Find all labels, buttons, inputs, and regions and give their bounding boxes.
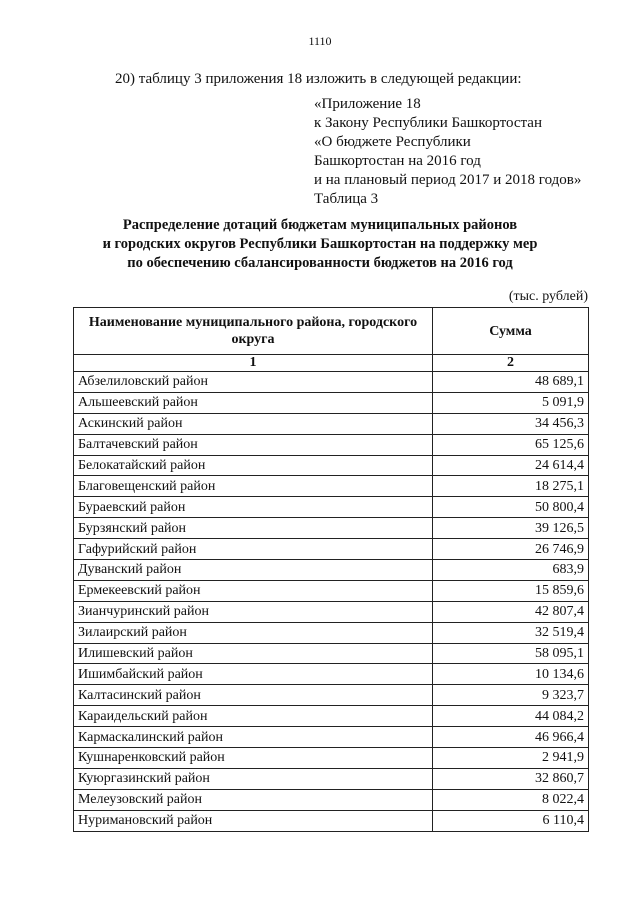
appendix-line: «О бюджете Республики — [314, 134, 471, 150]
table-row — [74, 497, 589, 518]
table-row — [74, 392, 589, 413]
appendix-line: к Закону Республики Башкортостан — [314, 115, 542, 131]
table-row — [74, 706, 589, 727]
amount-cell: 5 091,9 — [433, 392, 589, 413]
table-row — [74, 434, 589, 455]
district-name-cell: Ермекеевский район — [74, 580, 433, 601]
page-number: 1110 — [308, 34, 332, 48]
district-name-cell: Кармаскалинский район — [74, 727, 433, 748]
table-row — [74, 768, 589, 789]
table-row — [74, 413, 589, 434]
district-name-cell: Зилаирский район — [74, 622, 433, 643]
district-name-cell: Караидельский район — [74, 706, 433, 727]
district-name-cell: Гафурийский район — [74, 539, 433, 560]
district-name-cell: Кушнаренковский район — [74, 748, 433, 769]
table-row — [74, 748, 589, 769]
amount-cell: 26 746,9 — [433, 539, 589, 560]
table-heading — [0, 216, 640, 273]
district-name-cell: Дуванский район — [74, 560, 433, 581]
amount-cell: 683,9 — [433, 560, 589, 581]
table-row — [74, 372, 589, 393]
table-row — [74, 580, 589, 601]
amount-cell: 42 807,4 — [433, 601, 589, 622]
table-row — [74, 622, 589, 643]
column-header-name: Наименование муниципального района, городского округа — [74, 308, 433, 355]
amount-cell: 46 966,4 — [433, 727, 589, 748]
amount-cell: 48 689,1 — [433, 372, 589, 393]
district-name-cell: Аскинский район — [74, 413, 433, 434]
amount-cell: 65 125,6 — [433, 434, 589, 455]
appendix-line: Таблица 3 — [314, 191, 379, 207]
amount-cell: 50 800,4 — [433, 497, 589, 518]
appendix-line: Башкортостан на 2016 год — [314, 153, 481, 169]
district-name-cell: Илишевский район — [74, 643, 433, 664]
appendix-line: и на плановый период 2017 и 2018 годов» — [314, 172, 582, 188]
district-name-cell: Калтасинский район — [74, 685, 433, 706]
amount-cell: 58 095,1 — [433, 643, 589, 664]
column-number-row — [74, 355, 589, 372]
amount-cell: 32 860,7 — [433, 768, 589, 789]
district-name-cell: Абзелиловский район — [74, 372, 433, 393]
district-name-cell: Ишимбайский район — [74, 664, 433, 685]
district-name-cell: Бурзянский район — [74, 518, 433, 539]
amount-cell: 8 022,4 — [433, 789, 589, 810]
amount-cell: 32 519,4 — [433, 622, 589, 643]
table-row — [74, 789, 589, 810]
district-name-cell: Нуримановский район — [74, 810, 433, 831]
appendix-line: «Приложение 18 — [314, 96, 421, 112]
table-row — [74, 560, 589, 581]
amount-cell: 24 614,4 — [433, 455, 589, 476]
district-name-cell: Куюргазинский район — [74, 768, 433, 789]
units-label: (тыс. рублей) — [508, 289, 588, 304]
table-row — [74, 476, 589, 497]
district-name-cell: Балтачевский район — [74, 434, 433, 455]
district-name-cell: Благовещенский район — [74, 476, 433, 497]
table-row — [74, 810, 589, 831]
district-name-cell: Альшеевский район — [74, 392, 433, 413]
amount-cell: 15 859,6 — [433, 580, 589, 601]
district-name-cell: Мелеузовский район — [74, 789, 433, 810]
heading-line: и городских округов Республики Башкортостан на поддержку мер — [102, 236, 538, 252]
column-header-sum: Сумма — [433, 308, 589, 355]
amount-cell: 6 110,4 — [433, 810, 589, 831]
table-row — [74, 685, 589, 706]
amount-cell: 18 275,1 — [433, 476, 589, 497]
amount-cell: 2 941,9 — [433, 748, 589, 769]
amount-cell: 44 084,2 — [433, 706, 589, 727]
district-name-cell: Бураевский район — [74, 497, 433, 518]
table-row — [74, 727, 589, 748]
column-number: 2 — [433, 355, 589, 372]
column-number: 1 — [74, 355, 433, 372]
table-row — [74, 518, 589, 539]
table-header-row — [74, 308, 589, 355]
table-row — [74, 601, 589, 622]
district-name-cell: Белокатайский район — [74, 455, 433, 476]
amount-cell: 9 323,7 — [433, 685, 589, 706]
heading-line: Распределение дотаций бюджетам муниципальных районов — [122, 217, 518, 233]
subsidies-table — [73, 307, 589, 832]
heading-line: по обеспечению сбалансированности бюджетов на 2016 год — [127, 255, 513, 271]
amount-cell: 34 456,3 — [433, 413, 589, 434]
table-row — [74, 643, 589, 664]
appendix-block — [314, 95, 581, 209]
table-body — [74, 372, 589, 832]
intro-text: 20) таблицу 3 приложения 18 изложить в следующей редакции: — [115, 71, 522, 87]
table-row — [74, 539, 589, 560]
district-name-cell: Зианчуринский район — [74, 601, 433, 622]
table-row — [74, 664, 589, 685]
amount-cell: 10 134,6 — [433, 664, 589, 685]
amount-cell: 39 126,5 — [433, 518, 589, 539]
table-row — [74, 455, 589, 476]
